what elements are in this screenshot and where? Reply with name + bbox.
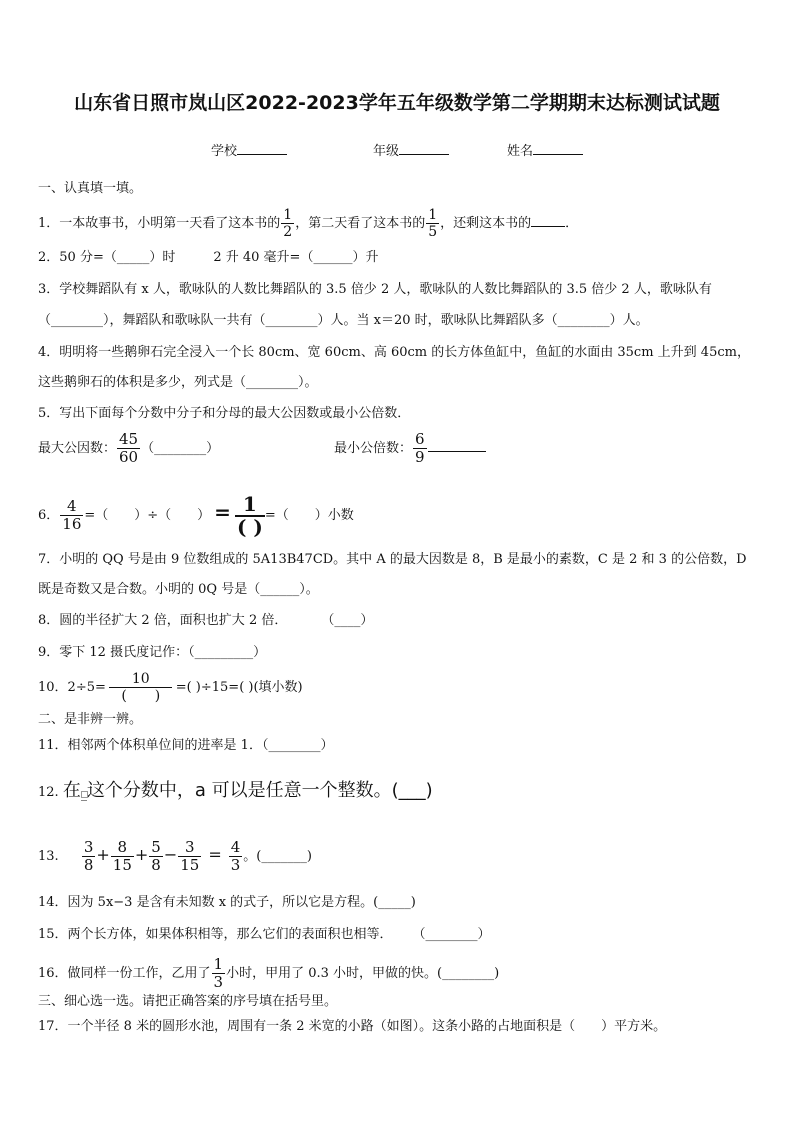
question-9: 9．零下 12 摄氏度记作：（_________）	[38, 645, 267, 660]
question-4-line-1: 4．明明将一些鹅卵石完全浸入一个长 80cm、宽 60cm、高 60cm 的长方体鱼缸中，鱼缸的水面由 35cm 上升到 45cm，	[38, 345, 750, 360]
question-5: 5．写出下面每个分数中分子和分母的最大公因数或最小公倍数．	[38, 406, 411, 421]
q1-text-c: ，还剩这本书的	[440, 216, 532, 231]
q6-fraction: $\frac{4}{16}$	[62, 497, 82, 533]
q1-fraction-1: $\frac{1}{2}$	[283, 207, 293, 240]
question-2	[38, 249, 378, 267]
school-field	[211, 140, 287, 159]
section-2-heading: 二、是非辨一辨。	[38, 712, 143, 727]
school-blank[interactable]	[237, 140, 287, 155]
q1-answer-blank[interactable]	[531, 212, 565, 227]
grade-field	[373, 140, 449, 159]
q13-fraction-3: $\frac{5}{8}$	[151, 838, 161, 874]
question-16	[38, 957, 499, 990]
question-12	[38, 782, 433, 802]
question-3-line-1: 3．学校舞蹈队有 x 人，歌咏队的人数比舞蹈队的 3.5 倍少 2 人，歌咏队的人数比舞蹈队的 3.5 倍少 2 人，歌咏队有	[38, 282, 712, 297]
q6-num: 6．	[38, 508, 60, 523]
question-10	[38, 672, 303, 703]
question-4-line-2: 这些鹅卵石的体积是多少，列式是（________）。	[38, 375, 318, 390]
page-title: 山东省日照市岚山区2022-2023学年五年级数学第二学期期末达标测试试题	[74, 92, 720, 114]
q16-fraction: $\frac{1}{3}$	[213, 955, 224, 991]
q1-fraction-2: $\frac{1}{5}$	[428, 207, 438, 240]
grade-blank[interactable]	[399, 140, 449, 155]
q6-equals: =	[214, 500, 231, 524]
question-17: 17．一个半径 8 米的圆形水池，周围有一条 2 米宽的小路（如图）。这条小路的占地面积是（ ）平方米。	[38, 1019, 667, 1034]
gcd-blank[interactable]: （________）	[141, 441, 220, 456]
q1-text-a: 1．一本故事书，小明第一天看了这本书的	[38, 216, 281, 231]
grade-label: 年级	[373, 144, 400, 159]
question-5-lcm	[334, 432, 486, 465]
q6-text-b: =（ ）÷（ ）	[84, 508, 211, 523]
name-blank[interactable]	[533, 140, 583, 155]
question-11: 11．相邻两个体积单位间的进率是 1．（________）	[38, 738, 334, 753]
q10-fraction: $\frac{10}{( )}$	[108, 672, 174, 703]
q2-text-a: 2．50 分=（_____）时	[38, 250, 176, 265]
school-label: 学校	[211, 144, 238, 159]
gcd-fraction: $\frac{45}{60}$	[119, 430, 139, 466]
q1-text-b: ，第二天看了这本书的	[295, 216, 426, 231]
q13-num: 13.	[38, 849, 59, 864]
question-7-line-1: 7．小明的 QQ 号是由 9 位数组成的 5A13B47CD。其中 A 的最大因数是 8，B 是最小的素数，C 是 2 和 3 的公倍数，D	[38, 552, 747, 567]
q8-text: 8．圆的半径扩大 2 倍，面积也扩大 2 倍．	[38, 613, 288, 628]
q15-blank[interactable]: （________）	[412, 927, 491, 942]
q12-broken-fraction-icon	[81, 784, 87, 801]
q16-text-b: 小时，甲用了 0.3 小时，甲做的快。(________)	[226, 966, 500, 981]
question-7-line-2: 既是奇数又是合数。小明的 0Q 号是（______）。	[38, 582, 319, 597]
lcm-fraction: $\frac{6}{9}$	[415, 430, 425, 466]
q12-num: 12.	[38, 785, 59, 800]
question-3-line-2: （________），舞蹈队和歌咏队一共有（________）人。当 x＝20 时，歌咏队比舞蹈队多（________）人。	[38, 313, 649, 328]
q6-text-c: =（ ）小数	[264, 508, 354, 523]
q10-text-b: =( )÷15=( )(填小数)	[175, 680, 303, 695]
q2-text-b: 2 升 40 毫升=（______）升	[213, 250, 379, 265]
q10-text-a: 10．2÷5=	[38, 680, 106, 695]
q13-fraction-4: $\frac{3}{15}$	[180, 838, 200, 874]
lcm-blank[interactable]	[428, 437, 486, 452]
q13-fraction-5: $\frac{4}{3}$	[230, 838, 241, 874]
q12-text-a: 在	[62, 780, 81, 801]
gcd-label: 最大公因数：	[38, 441, 117, 456]
question-5-gcd	[38, 432, 219, 465]
question-14: 14．因为 5x−3 是含有未知数 x 的式子，所以它是方程。(_____)	[38, 895, 416, 910]
name-label: 姓名	[507, 144, 534, 159]
question-13: 13. $\frac{3}{8}$ + $\frac{8}{15}$ + $\frac{5}{8}$ − $\frac{3}{15}$ = $\frac{4}{3}$ 。(_______)	[38, 838, 312, 874]
lcm-label: 最小公倍数：	[334, 441, 413, 456]
question-1	[38, 208, 578, 239]
q16-text-a: 16．做同样一份工作，乙用了	[38, 966, 211, 981]
q12-text-b: 这个分数中，a 可以是任意一个整数。(___)	[86, 780, 433, 801]
name-field	[507, 140, 583, 159]
section-1-heading: 一、认真填一填。	[38, 181, 143, 196]
question-6	[38, 494, 354, 537]
q1-text-d: ．	[565, 216, 579, 231]
question-15	[38, 926, 491, 944]
q6-paren-fraction: $\frac{1}{( )}$	[236, 492, 263, 539]
section-3-heading: 三、细心选一选。请把正确答案的序号填在括号里。	[38, 994, 338, 1009]
q8-blank[interactable]: （____）	[321, 613, 374, 628]
q13-fraction-1: $\frac{3}{8}$	[83, 838, 94, 874]
q13-tail: 。(_______)	[243, 849, 312, 864]
q13-fraction-2: $\frac{8}{15}$	[112, 838, 132, 874]
question-8	[38, 612, 373, 630]
q15-text: 15．两个长方体，如果体积相等，那么它们的表面积也相等．	[38, 927, 393, 942]
